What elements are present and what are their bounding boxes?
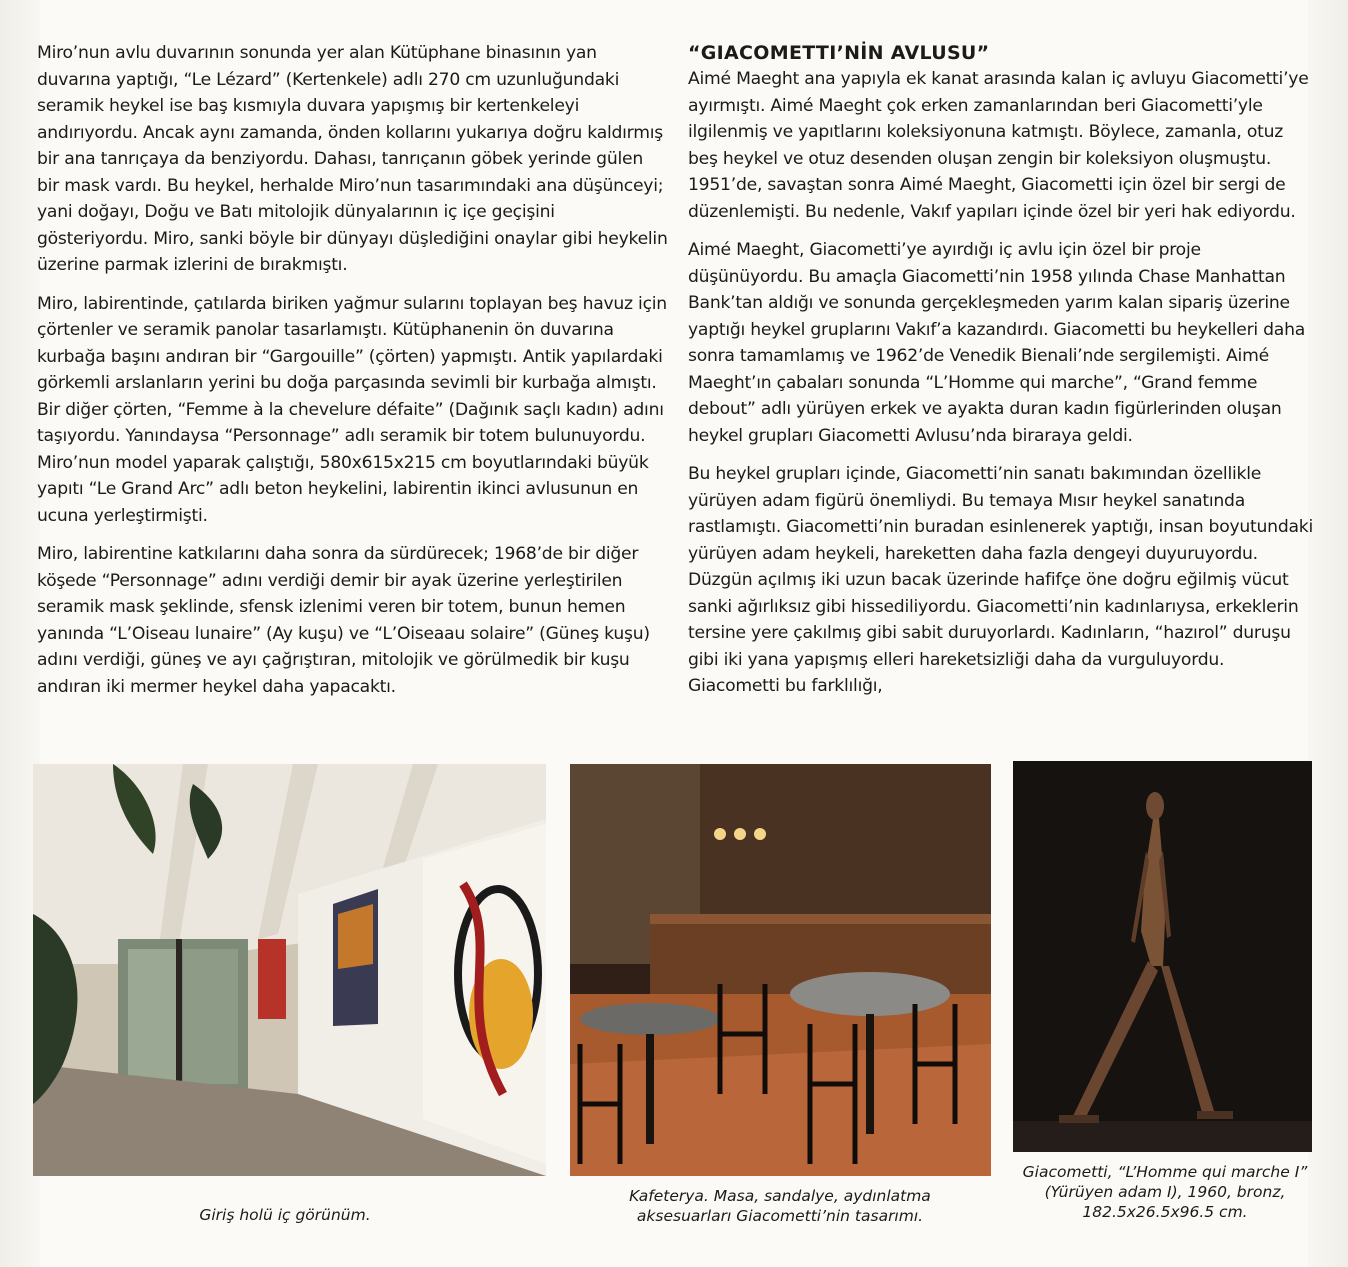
paragraph: Miro, labirentinde, çatılarda biriken yağmur sularını toplayan beş havuz için çörtenler ve seramik panolar tasarlamıştı. Kütüphanenin ön duvarına kurbağa başını andıran bir “Gargouille” (çörten) yapmıştı. Antik yapılardaki görkemli arslanların yerini bu doğa parçasında sevimli bir kurbağa almıştı. Bir diğer çörten, “Femme à la chevelure défaite” (Dağınık saçlı kadın) adını taşıyordu. Yanındaysa “Personnage” adlı seramik bir totem bulunuyordu. Miro’nun model yaparak çalıştığı, 580x615x215 cm boyutlarındaki büyük yapıtı “Le Grand Arc” adlı beton heykelini, labirentin ikinci avlusunun en ucuna yerleştirmişti. — [37, 293, 667, 526]
cafeteria-caption: Kafeterya. Masa, sandalye, aydınlatma aksesuarları Giacometti’nin tasarımı. — [629, 1187, 931, 1225]
right-text-column — [688, 40, 1316, 712]
left-text-column — [37, 40, 669, 712]
walking-man-sculpture-photo — [1013, 761, 1312, 1152]
cafeteria-illustration — [570, 764, 991, 1176]
entrance-hall-caption: Giriş holü iç görünüm. — [199, 1206, 371, 1224]
entrance-hall-illustration — [33, 764, 546, 1176]
paragraph: Aimé Maeght, Giacometti’ye ayırdığı iç avlu için özel bir proje düşünüyordu. Bu amaçla Giacometti’nin 1958 yılında Chase Manhattan Bank’tan aldığı ve sonunda gerçekleşmeden yarım kalan sipariş üzerine yaptığı heykel gruplarını Vakıf’a kazandırdı. Giacometti bu heykelleri daha sonra tamamlamış ve 1962’de Venedik Bienali’nde sergilemişti. Aimé Maeght’ın çabaları sonunda “L’Homme qui marche”, “Grand femme debout” adlı yürüyen erkek ve ayakta duran kadın figürlerinden oluşan heykel grupları Giacometti Avlusu’nda biraraya geldi. — [688, 240, 1306, 446]
section-heading: “GIACOMETTI’NİN AVLUSU” — [688, 42, 990, 64]
paragraph: Aimé Maeght ana yapıyla ek kanat arasında kalan iç avluyu Giacometti’ye ayırmıştı. Aimé Maeght çok erken zamanlarından beri Giacometti’yle ilgilenmiş ve yapıtlarını koleksiyonuna katmıştı. Böylece, zamanla, otuz beş heykel ve otuz desenden oluşan zengin bir koleksiyon oluşmuştu. 1951’de, savaştan sonra Aimé Maeght, Giacometti için özel bir sergi de düzenlemişti. Bu nedenle, Vakıf yapıları içinde özel bir yeri hak ediyordu. — [688, 69, 1309, 222]
walking-man-caption: Giacometti, “L’Homme qui marche I” (Yürüyen adam I), 1960, bronz, 182.5x26.5x96.5 cm. — [1022, 1163, 1308, 1221]
paragraph: Bu heykel grupları içinde, Giacometti’nin sanatı bakımından özellikle yürüyen adam figürü önemliydi. Bu temaya Mısır heykel sanatında rastlamıştı. Giacometti’nin buradan esinlenerek yaptığı, insan boyutundaki yürüyen adam heykeli, hareketten daha fazla dengeyi duyuruyordu. Düzgün açılmış iki uzun bacak üzerinde hafifçe öne doğru eğilmiş vücut sanki ağırlıksız gibi hissediliyordu. Giacometti’nin kadınlarıysa, erkeklerin tersine yere çakılmış gibi sabit duruyorlardı. Kadınların, “hazırol” duruşu gibi iki yana yapışmış elleri hareketsizliği daha da vurguluyordu. Giacometti bu farklılığı, — [688, 464, 1313, 696]
walking-man-illustration — [1013, 761, 1312, 1152]
cafeteria-photo — [570, 764, 991, 1176]
paragraph: Miro, labirentine katkılarını daha sonra da sürdürecek; 1968’de bir diğer köşede “Personnage” adını verdiği demir bir ayak üzerine yerleştirilen seramik mask şeklinde, sfensk izlenimi veren bir totem, bunun hemen yanında “L’Oiseau lunaire” (Ay kuşu) ve “L’Oiseaau solaire” (Güneş kuşu) adını verdiği, güneş ve ayı çağrıştıran, mitolojik ve görülmedik bir kuşu andıran iki mermer heykel daha yapacaktı. — [37, 544, 650, 697]
entrance-hall-photo — [33, 764, 546, 1176]
paragraph: Miro’nun avlu duvarının sonunda yer alan Kütüphane binasının yan duvarına yaptığı, “Le Lézard” (Kertenkele) adlı 270 cm uzunluğundaki seramik heykel ise baş kısmıyla duvara yapışmış bir kertenkeleyi andırıyordu. Ancak aynı zamanda, önden kollarını yukarıya doğru kaldırmış bir ana tanrıçaya da benziyordu. Dahası, tanrıçanın göbek yerinde gülen bir mask vardı. Bu heykel, herhalde Miro’nun tasarımındaki ana düşünceyi; yani doğayı, Doğu ve Batı mitolojik dünyalarının iç içe geçişini gösteriyordu. Miro, sanki böyle bir dünyayı düşlediğini onaylar gibi heykelin üzerine parmak izlerini de bırakmıştı. — [37, 43, 668, 275]
